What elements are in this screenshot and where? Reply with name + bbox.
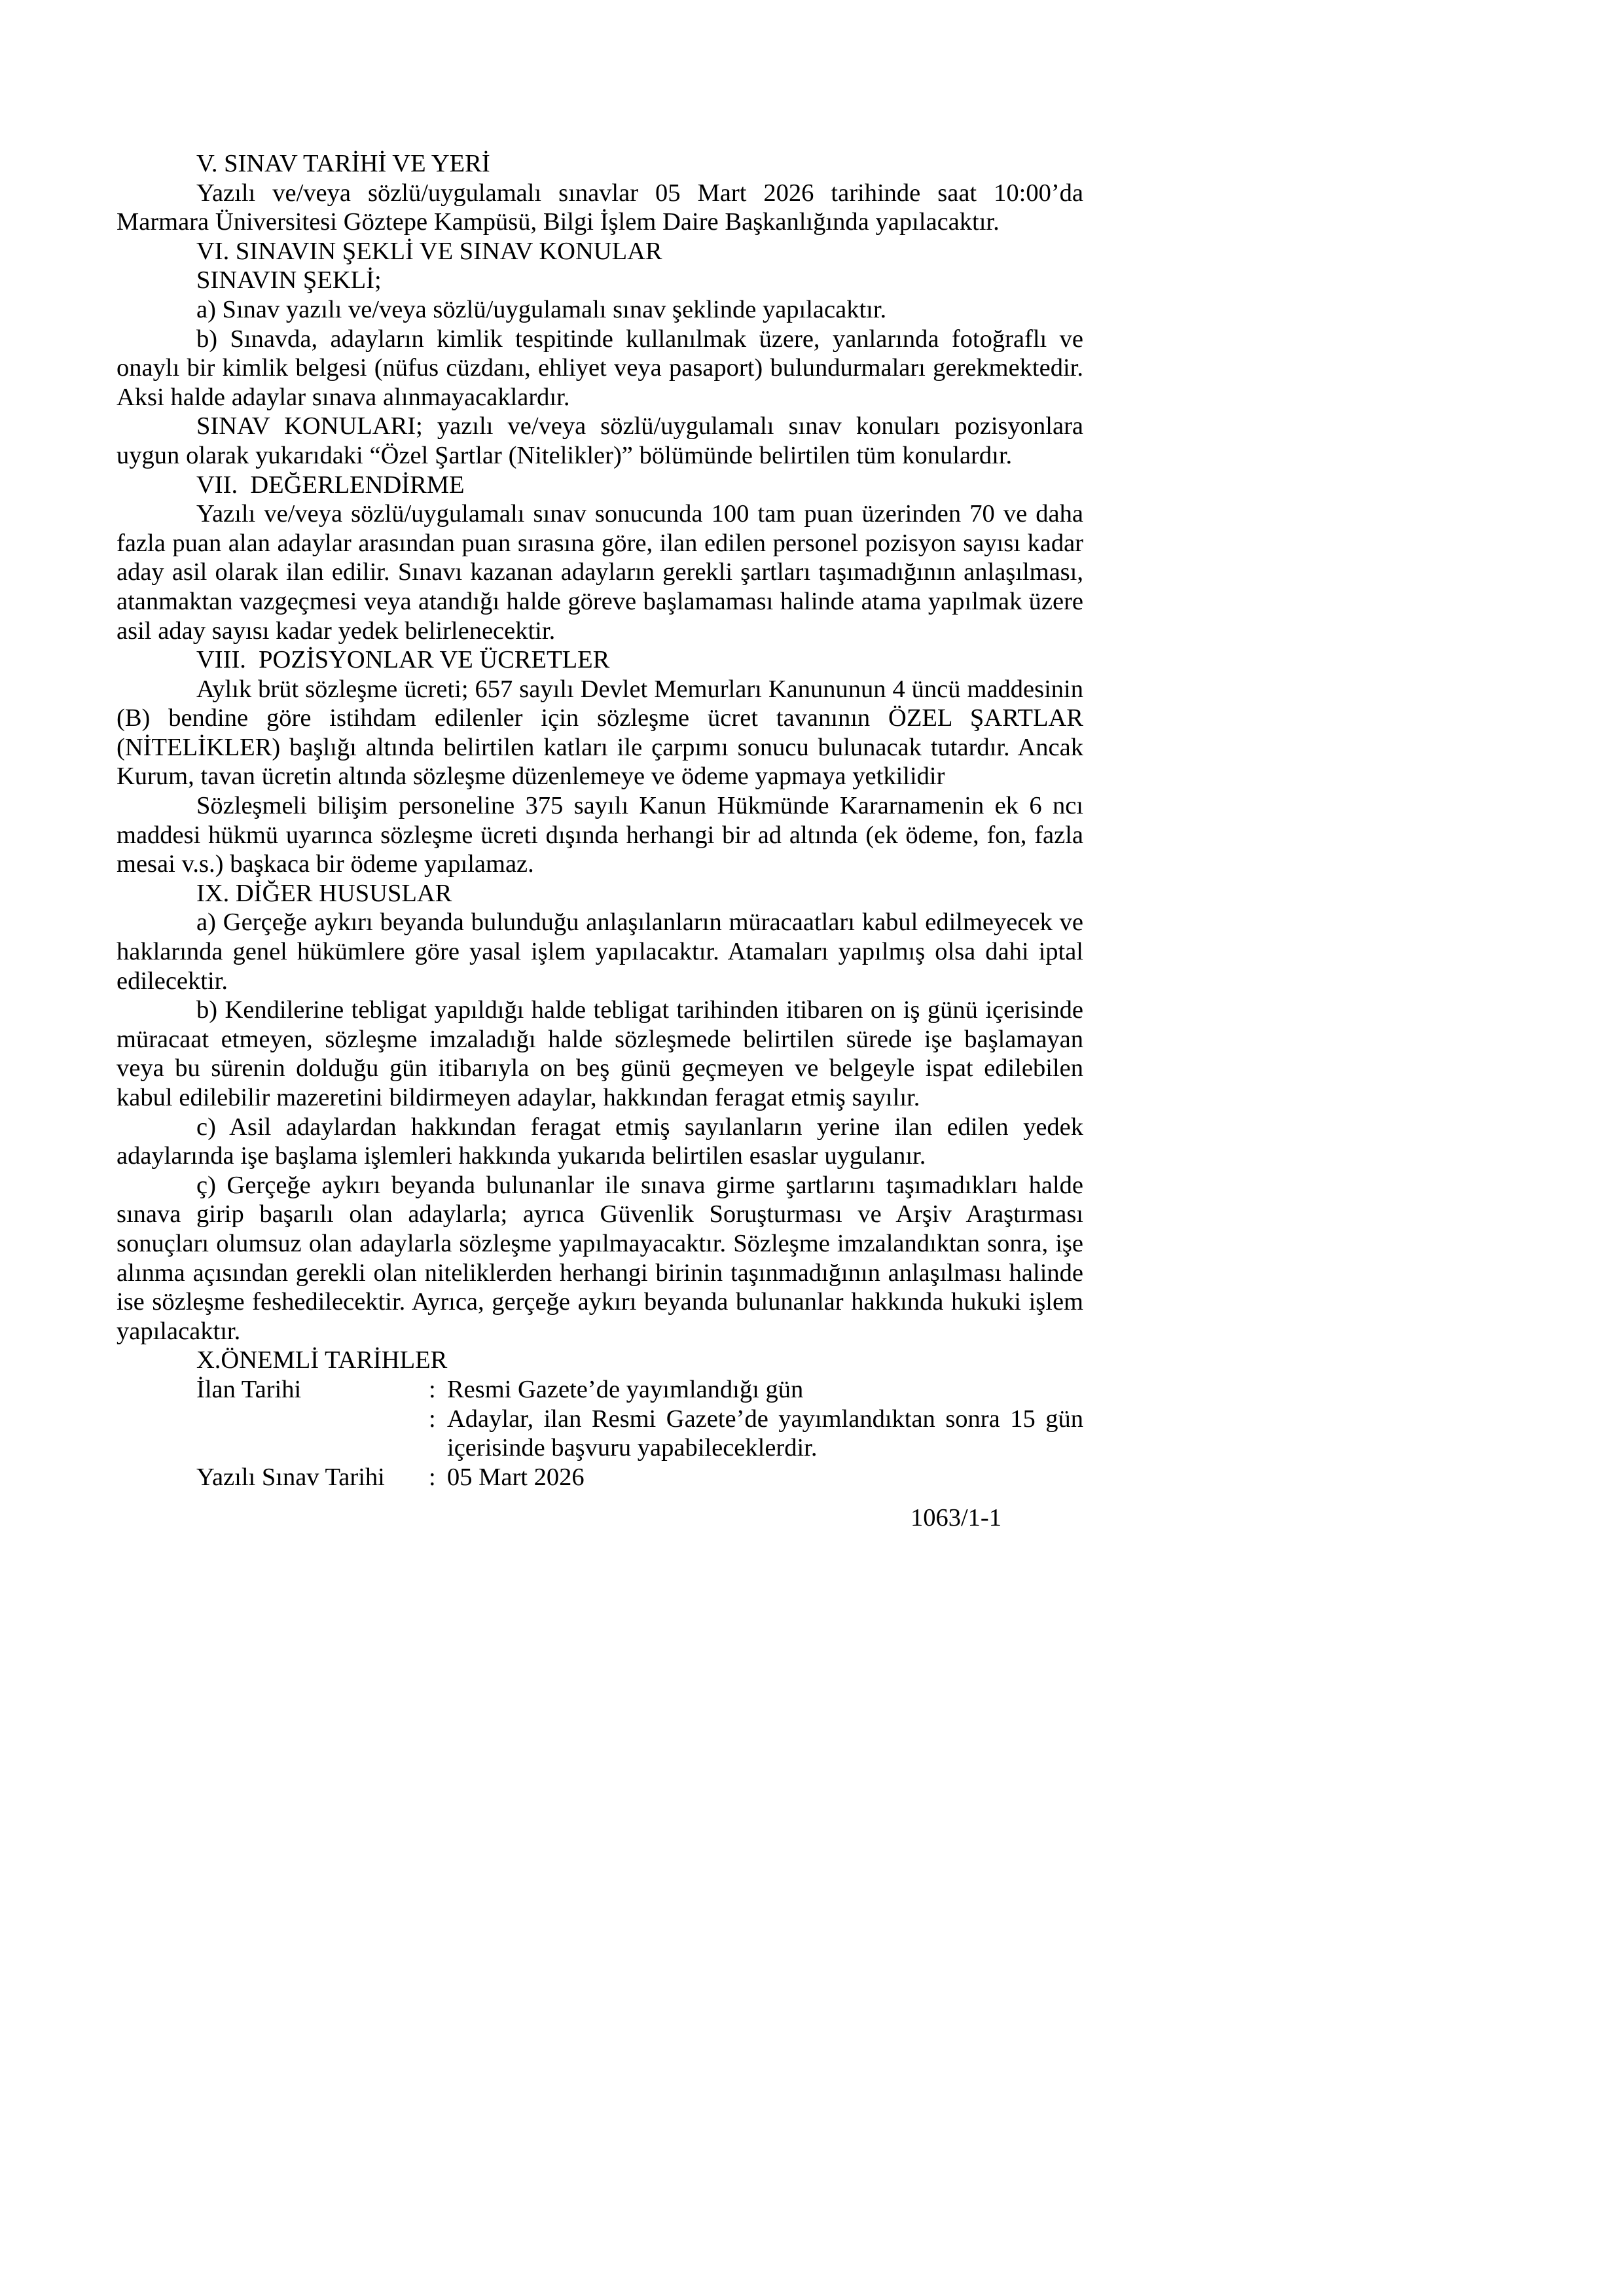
important-dates-list xyxy=(117,1375,1083,1492)
paragraph-section-9-item-a: a) Gerçeğe aykırı beyanda bulunduğu anlaşılanların müracaatları kabul edilmeyecek ve haklarında genel hükümlere göre yasal işlem yapılacaktır. Atamaları yapılmış olsa dahi iptal edilecektir. xyxy=(117,908,1083,995)
document-content xyxy=(117,149,1083,1533)
heading-section-7: VII. DEĞERLENDİRME xyxy=(196,471,465,499)
heading-section-10: X.ÖNEMLİ TARİHLER xyxy=(196,1346,448,1374)
date-colon: : xyxy=(429,1375,436,1403)
paragraph-section-8-body-2: Sözleşmeli bilişim personeline 375 sayılı Kanun Hükmünde Kararnamenin ek 6 ncı maddesi hükmü uyarınca sözleşme ücreti dışında herhangi bir ad altında (ek ödeme, fon, fazla mesai v.s.) başkaca bir ödeme yapılamaz. xyxy=(117,792,1083,878)
date-value: Resmi Gazete’de yayımlandığı gün xyxy=(447,1375,804,1403)
heading-section-9: IX. DİĞER HUSUSLAR xyxy=(196,879,452,907)
heading-section-5: V. SINAV TARİHİ VE YERİ xyxy=(196,150,490,177)
paragraph-section-7-body: Yazılı ve/veya sözlü/uygulamalı sınav sonucunda 100 tam puan üzerinden 70 ve daha fazla puan alan adaylar arasından puan sırasına göre, ilan edilen personel pozisyon sayısı kadar aday asil olarak ilan edilir. Sınavı kazanan adayların gerekli şartları taşımadığının anlaşılması, atanmaktan vazgeçmesi veya atandığı halde göreve başlamaması halinde atama yapılmak üzere asil aday sayısı kadar yedek belirlenecektir. xyxy=(117,500,1083,645)
heading-section-6: VI. SINAVIN ŞEKLİ VE SINAV KONULAR xyxy=(196,237,662,265)
paragraph-section-5-body: Yazılı ve/veya sözlü/uygulamalı sınavlar 05 Mart 2026 tarihinde saat 10:00’da Marmara Üniversitesi Göztepe Kampüsü, Bilgi İşlem Daire Başkanlığında yapılacaktır. xyxy=(117,179,1083,236)
date-row xyxy=(196,1463,1083,1492)
paragraph-section-9-item-c-cedilla: ç) Gerçeğe aykırı beyanda bulunanlar ile sınava girme şartlarını taşımadıkları halde sınava girip başarılı olan adaylarla; ayrıca Güvenlik Soruşturması ve Arşiv Araştırması sonuçları olumsuz olan adaylarla sözleşme yapılmayacaktır. Sözleşme imzalandıktan sonra, işe alınma açısından gerekli olan niteliklerden herhangi birinin taşınmadığının anlaşılması halinde ise sözleşme feshedilecektir. Ayrıca, gerçeğe aykırı beyanda bulunanlar hakkında hukuki işlem yapılacaktır. xyxy=(117,1171,1083,1345)
date-colon: : xyxy=(429,1463,436,1491)
date-row xyxy=(196,1405,1083,1463)
paragraph-section-6-item-b: b) Sınavda, adayların kimlik tespitinde kullanılmak üzere, yanlarında fotoğraflı ve onaylı bir kimlik belgesi (nüfus cüzdanı, ehliyet veya pasaport) bulundurmaları gerekmektedir. Aksi halde adaylar sınava alınmayacaklardır. xyxy=(117,325,1083,411)
date-value: 05 Mart 2026 xyxy=(447,1463,585,1491)
date-label: Yazılı Sınav Tarihi xyxy=(196,1463,385,1491)
paragraph-section-6-topics: SINAV KONULARI; yazılı ve/veya sözlü/uygulamalı sınav konuları pozisyonlara uygun olarak yukarıdaki “Özel Şartlar (Nitelikler)” bölümünde belirtilen tüm konulardır. xyxy=(117,412,1083,469)
date-colon: : xyxy=(429,1405,436,1433)
date-label: İlan Tarihi xyxy=(196,1375,302,1403)
date-value: Adaylar, ilan Resmi Gazete’de yayımlandıktan sonra 15 gün içerisinde başvuru yapabileceklerdir. xyxy=(447,1405,1083,1462)
paragraph-section-8-body-1: Aylık brüt sözleşme ücreti; 657 sayılı Devlet Memurları Kanununun 4 üncü maddesinin (B) bendine göre istihdam edilenler için sözleşme ücret tavanının ÖZEL ŞARTLAR (NİTELİKLER) başlığı altında belirtilen katları ile çarpımı sonucu bulunacak tutardır. Ancak Kurum, tavan ücretin altında sözleşme düzenlemeye ve ödeme yapmaya yetkilidir xyxy=(117,675,1083,791)
date-row xyxy=(196,1375,1083,1405)
subheading-section-6-exam-form: SINAVIN ŞEKLİ; xyxy=(196,266,382,295)
heading-section-8: VIII. POZİSYONLAR VE ÜCRETLER xyxy=(196,646,610,674)
paragraph-section-9-item-b: b) Kendilerine tebligat yapıldığı halde tebligat tarihinden itibaren on iş günü içerisinde müracaat etmeyen, sözleşme imzaladığı halde sözleşmede belirtilen sürede işe başlamayan veya bu sürenin dolduğu gün itibarıyla on beş günü geçmeyen ve belgeyle ispat edilebilen kabul edilebilir mazeretini bildirmeyen adaylar, hakkından feragat etmiş sayılır. xyxy=(117,996,1083,1111)
paragraph-section-6-item-a: a) Sınav yazılı ve/veya sözlü/uygulamalı sınav şeklinde yapılacaktır. xyxy=(196,295,887,323)
paragraph-section-9-item-c: c) Asil adaylardan hakkından feragat etmiş sayılanların yerine ilan edilen yedek adaylarında işe başlama işlemleri hakkında yukarıda belirtilen esaslar uygulanır. xyxy=(117,1113,1083,1170)
announcement-code: 1063/1-1 xyxy=(910,1504,1001,1532)
